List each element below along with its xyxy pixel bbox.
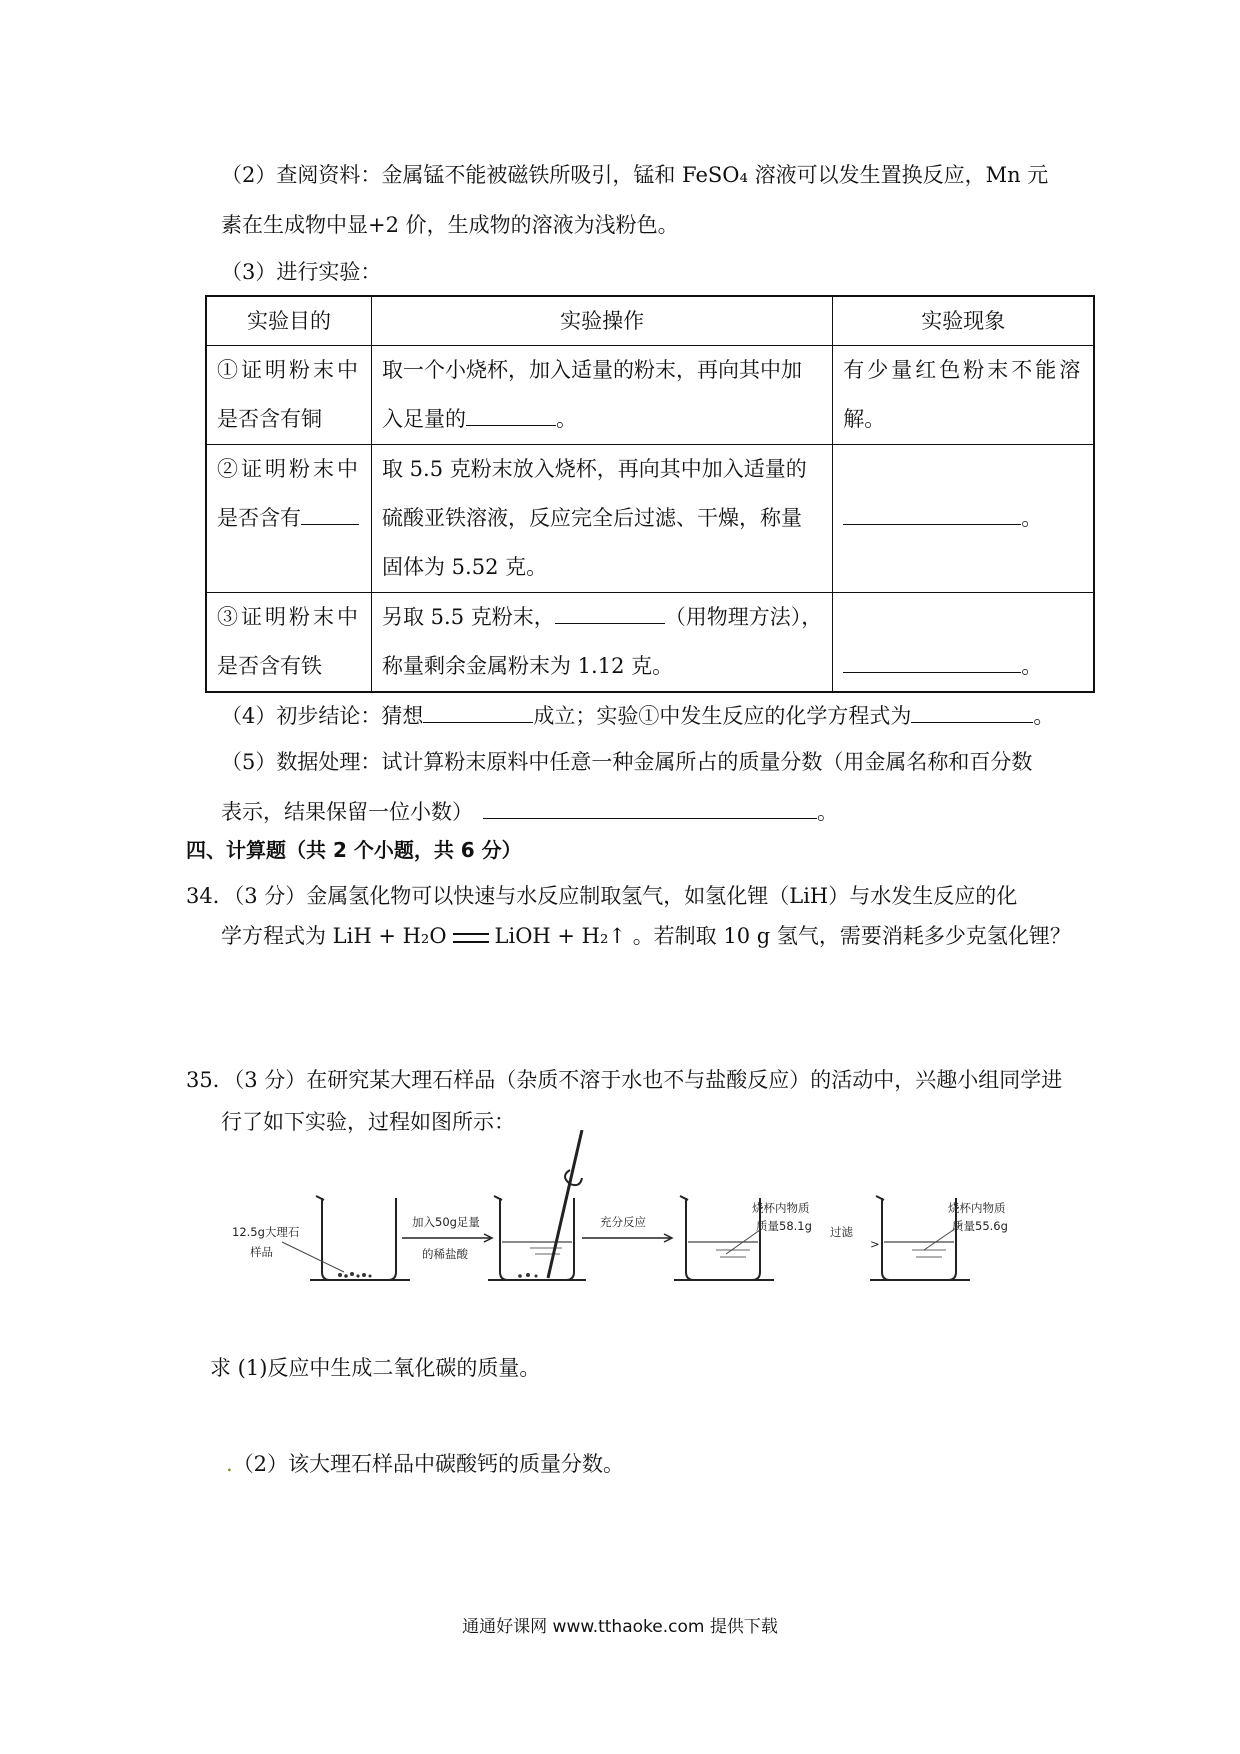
row2-operation-line2: 硫酸亚铁溶液，反应完全后过滤、干燥，称量 [382, 506, 802, 530]
section-4-heading: 四、计算题（共 2 个小题，共 6 分） [186, 838, 522, 862]
filter-arrow-icon: > [870, 1237, 880, 1251]
question-35-line2: 行了如下实验，过程如图所示： [221, 1110, 515, 1134]
table-row [206, 445, 1094, 593]
row1-operation-line1: 取一个小烧杯，加入适量的粉末，再向其中加 [382, 358, 802, 382]
header-phenomenon: 实验现象 [833, 296, 1095, 346]
row1-purpose-line1: ①证明粉末中 [217, 358, 361, 382]
equation-blank[interactable] [911, 704, 1033, 723]
mass-1-label-2: 质量58.1g [756, 1219, 812, 1233]
paragraph-5-line1: （5）数据处理：试计算粉末原料中任意一种金属所占的质量分数（用金属名称和百分数 [221, 750, 1033, 774]
paragraph-5-line2-b: 。 [817, 800, 838, 824]
header-operation: 实验操作 [372, 296, 833, 346]
row3-operation-line2: 称量剩余金属粉末为 1.12 克。 [382, 654, 674, 678]
experiment-diagram [230, 1130, 1030, 1300]
row3-purpose-line1: ③证明粉末中 [217, 605, 361, 629]
row3-purpose-line2: 是否含有铁 [217, 654, 322, 678]
add-acid-label-1: 加入50g足量 [412, 1215, 480, 1229]
row3-method-blank[interactable] [555, 605, 665, 624]
arrow-right-icon [402, 1234, 492, 1242]
row3-purpose [206, 593, 372, 693]
paragraph-5-line2 [221, 800, 838, 823]
question-35-sub2-text: （2）该大理石样品中碳酸钙的质量分数。 [232, 1452, 625, 1476]
row3-phenomenon [833, 593, 1095, 693]
table-header-row [206, 296, 1094, 346]
row3-operation [372, 593, 833, 693]
paragraph-2-line2: 素在生成物中显+2 价，生成物的溶液为浅粉色。 [221, 213, 679, 237]
header-purpose: 实验目的 [206, 296, 372, 346]
react-label: 充分反应 [600, 1215, 646, 1229]
row1-purpose [206, 346, 372, 445]
row1-phenomenon [833, 346, 1095, 445]
row3-operation-line1 [382, 593, 822, 642]
row2-phenomenon-end: 。 [1021, 506, 1043, 530]
row1-operation-line2-text: 入足量的 [382, 407, 466, 431]
row2-phenomenon [833, 445, 1095, 593]
row1-reagent-blank[interactable] [466, 407, 556, 426]
question-34-line2-a: 学方程式为 LiH + H₂O [221, 924, 447, 948]
row3-phenomenon-spacer [843, 593, 1083, 642]
row1-operation-line2 [382, 395, 822, 444]
hypothesis-blank[interactable] [423, 704, 533, 723]
row1-purpose-line2: 是否含有铜 [217, 407, 322, 431]
filter-label: 过滤 [830, 1225, 853, 1239]
question-34-line2 [221, 926, 1071, 947]
mass-2-label-2: 质量55.6g [952, 1219, 1008, 1233]
row3-operation-a: 另取 5.5 克粉末， [382, 605, 555, 629]
add-acid-label-2: 的稀盐酸 [422, 1247, 468, 1261]
row3-phenomenon-end: 。 [1021, 654, 1043, 678]
row1-operation-line2-end: 。 [556, 407, 577, 431]
row2-phenomenon-line [843, 494, 1083, 543]
question-35-sub1: 求 (1)反应中生成二氧化碳的质量。 [210, 1356, 541, 1380]
question-35-line1: 35．（3 分）在研究某大理石样品（杂质不溶于水也不与盐酸反应）的活动中，兴趣小组同学进 [186, 1068, 1063, 1092]
mass-1-label-1: 烧杯内物质 [752, 1201, 810, 1215]
paragraph-5-line2-a: 表示，结果保留一位小数） [221, 800, 473, 824]
row2-phenomenon-blank[interactable] [843, 506, 1021, 525]
question-35-sub2 [226, 1448, 624, 1478]
arrow-right-icon [582, 1234, 672, 1242]
paragraph-4-c: 。 [1033, 704, 1055, 728]
sample-label-2: 样品 [250, 1245, 273, 1259]
row2-purpose-line2-text: 是否含有 [217, 506, 301, 530]
row1-phenomenon-line2: 解。 [843, 407, 886, 431]
page-footer: 通通好课网 www.tthaoke.com 提供下载 [462, 1617, 778, 1637]
paragraph-3-heading: （3）进行实验： [221, 260, 382, 284]
equals-sign-icon [453, 933, 489, 943]
row3-phenomenon-line [843, 642, 1083, 691]
row2-purpose-line1: ②证明粉末中 [217, 457, 361, 481]
mass-fraction-blank[interactable] [483, 800, 817, 819]
table-row [206, 593, 1094, 693]
table-row [206, 346, 1094, 445]
paragraph-4-b: 成立；实验①中发生反应的化学方程式为 [533, 704, 912, 728]
row1-operation [372, 346, 833, 445]
question-34-line2-b: LiOH + H₂↑ 。若制取 10 g 氢气，需要消耗多少克氢化锂？ [494, 924, 1071, 948]
experiment-table [205, 295, 1095, 693]
row3-operation-b: （用物理方法）， [664, 605, 823, 629]
paragraph-2-line1: （2）查阅资料：金属锰不能被磁铁所吸引，锰和 FeSO₄ 溶液可以发生置换反应，Mn 元 [221, 163, 1049, 187]
mass-2-label-1: 烧杯内物质 [948, 1201, 1006, 1215]
paragraph-4 [221, 704, 1054, 727]
row2-operation-line3: 固体为 5.52 克。 [382, 555, 548, 579]
row2-operation-line1: 取 5.5 克粉末放入烧杯，再向其中加入适量的 [382, 457, 807, 481]
paragraph-4-a: （4）初步结论：猜想 [221, 704, 424, 728]
question-35-sub2-mark: . [226, 1452, 233, 1476]
beaker-1-icon [282, 1196, 410, 1280]
row2-purpose [206, 445, 372, 593]
row1-phenomenon-line1: 有少量红色粉末不能溶 [843, 358, 1084, 382]
row2-metal-blank[interactable] [301, 506, 359, 525]
question-34-line1: 34．（3 分）金属氢化物可以快速与水反应制取氢气，如氢化锂（LiH）与水发生反应的化 [186, 884, 1018, 908]
sample-label-1: 12.5g大理石 [232, 1225, 300, 1239]
row2-operation [372, 445, 833, 593]
beaker-2-icon [488, 1130, 586, 1280]
row3-phenomenon-blank[interactable] [843, 654, 1021, 673]
row2-purpose-line2 [217, 494, 361, 543]
